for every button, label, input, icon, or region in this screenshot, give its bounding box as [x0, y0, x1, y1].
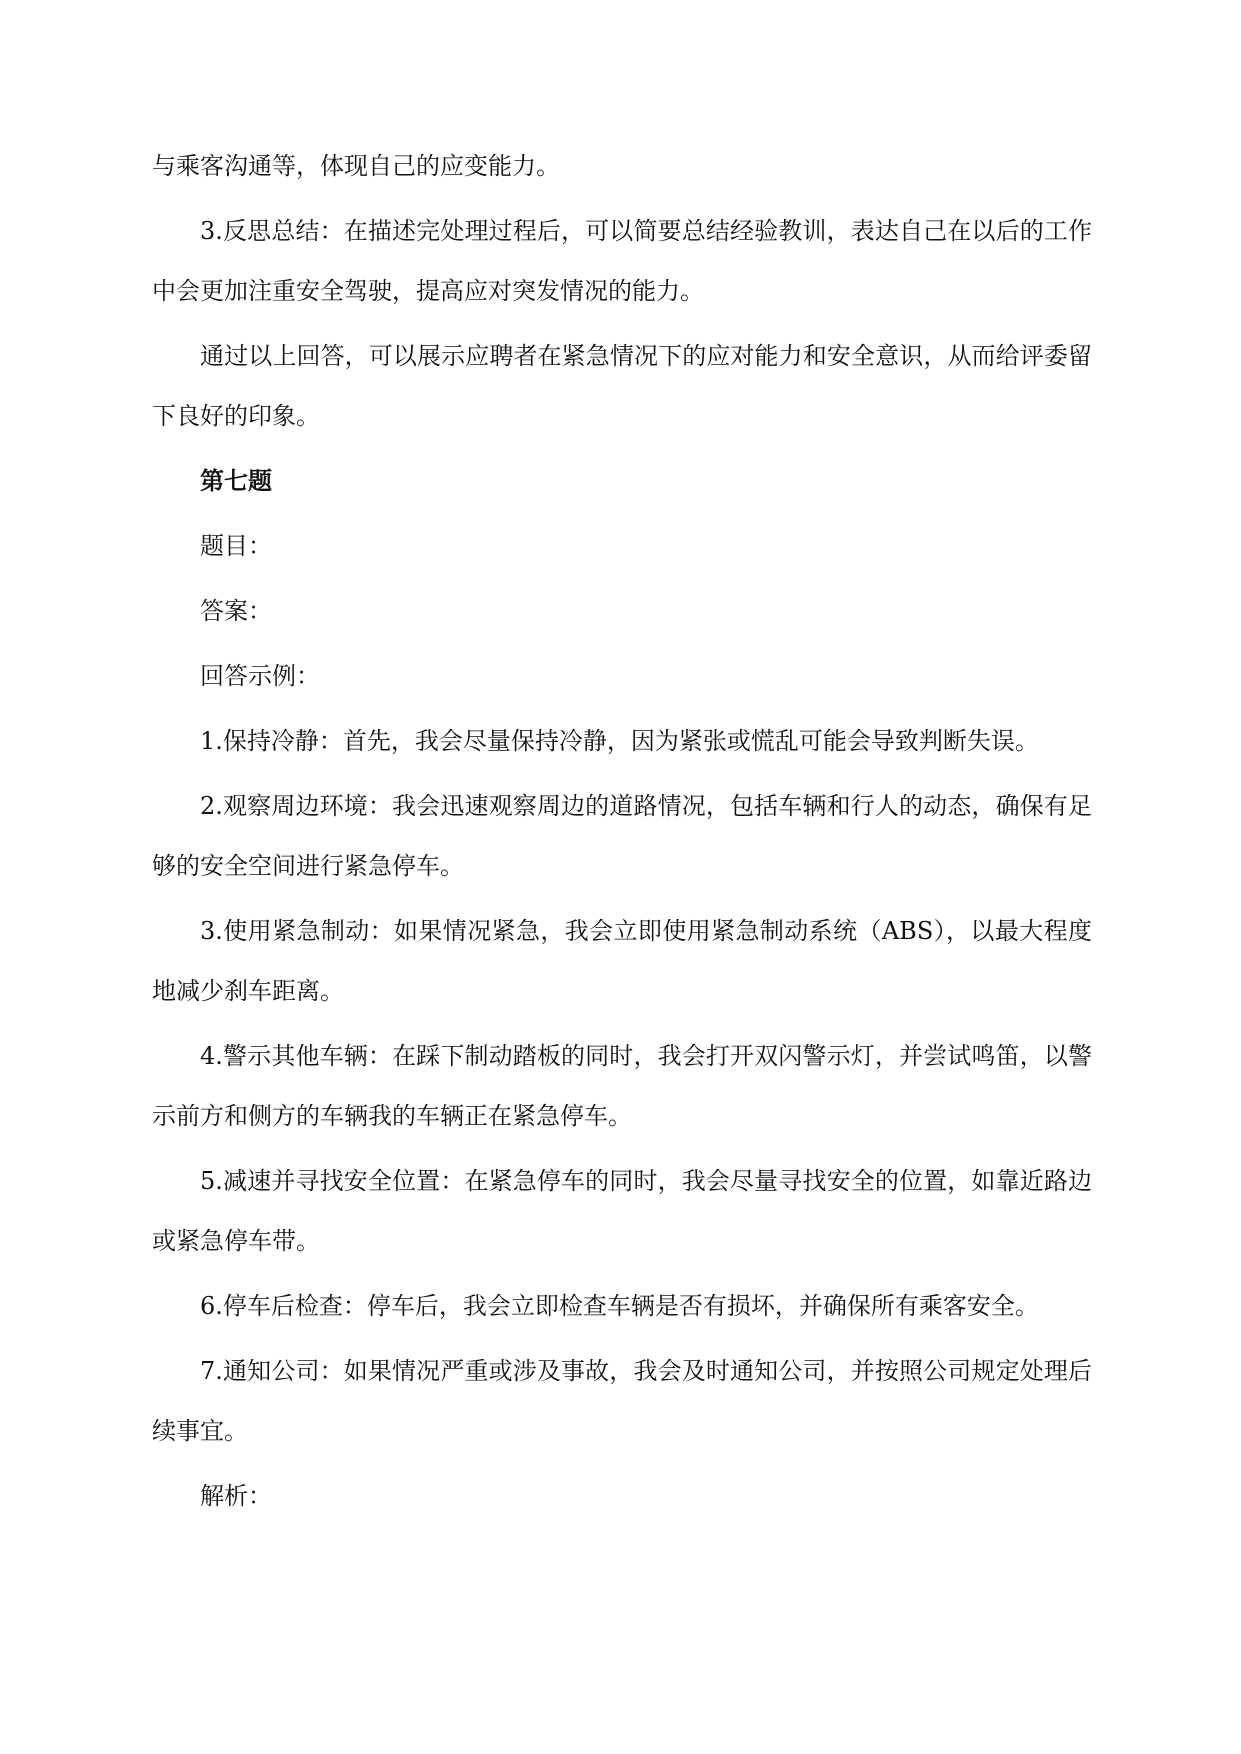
label-answer-example: 回答示例：: [200, 662, 320, 690]
list-item-observe-surroundings: 2.观察周边环境：我会迅速观察周边的道路情况，包括车辆和行人的动态，确保有足够的安全空间进行紧急停车。: [152, 792, 1092, 880]
paragraph-conclusion: 通过以上回答，可以展示应聘者在紧急情况下的应对能力和安全意识，从而给评委留下良好的印象。: [152, 342, 1092, 430]
label-question: 题目：: [200, 532, 272, 560]
list-item-inspect-after-stop: 6.停车后检查：停车后，我会立即检查车辆是否有损坏，并确保所有乘客安全。: [200, 1292, 1039, 1320]
list-item-emergency-brake: 3.使用紧急制动：如果情况紧急，我会立即使用紧急制动系统（ABS），以最大程度地减少刹车距离。: [152, 917, 1092, 1005]
document-body: [152, 136, 1092, 1531]
label-analysis: 解析：: [200, 1482, 272, 1510]
list-item-warn-vehicles: 4.警示其他车辆：在踩下制动踏板的同时，我会打开双闪警示灯，并尝试鸣笛，以警示前方和侧方的车辆我的车辆正在紧急停车。: [152, 1042, 1092, 1130]
section-heading-question-7: 第七题: [200, 466, 272, 495]
list-item-notify-company: 7.通知公司：如果情况严重或涉及事故，我会及时通知公司，并按照公司规定处理后续事宜。: [152, 1357, 1092, 1445]
list-item-stay-calm: 1.保持冷静：首先，我会尽量保持冷静，因为紧张或慌乱可能会导致判断失误。: [200, 727, 1039, 755]
label-answer: 答案：: [200, 597, 272, 625]
paragraph-continuation: 与乘客沟通等，体现自己的应变能力。: [152, 152, 560, 180]
list-item-slow-down: 5.减速并寻找安全位置：在紧急停车的同时，我会尽量寻找安全的位置，如靠近路边或紧急停车带。: [152, 1167, 1092, 1255]
paragraph-reflection-summary: 3.反思总结：在描述完处理过程后，可以简要总结经验教训，表达自己在以后的工作中会更加注重安全驾驶，提高应对突发情况的能力。: [152, 217, 1092, 305]
